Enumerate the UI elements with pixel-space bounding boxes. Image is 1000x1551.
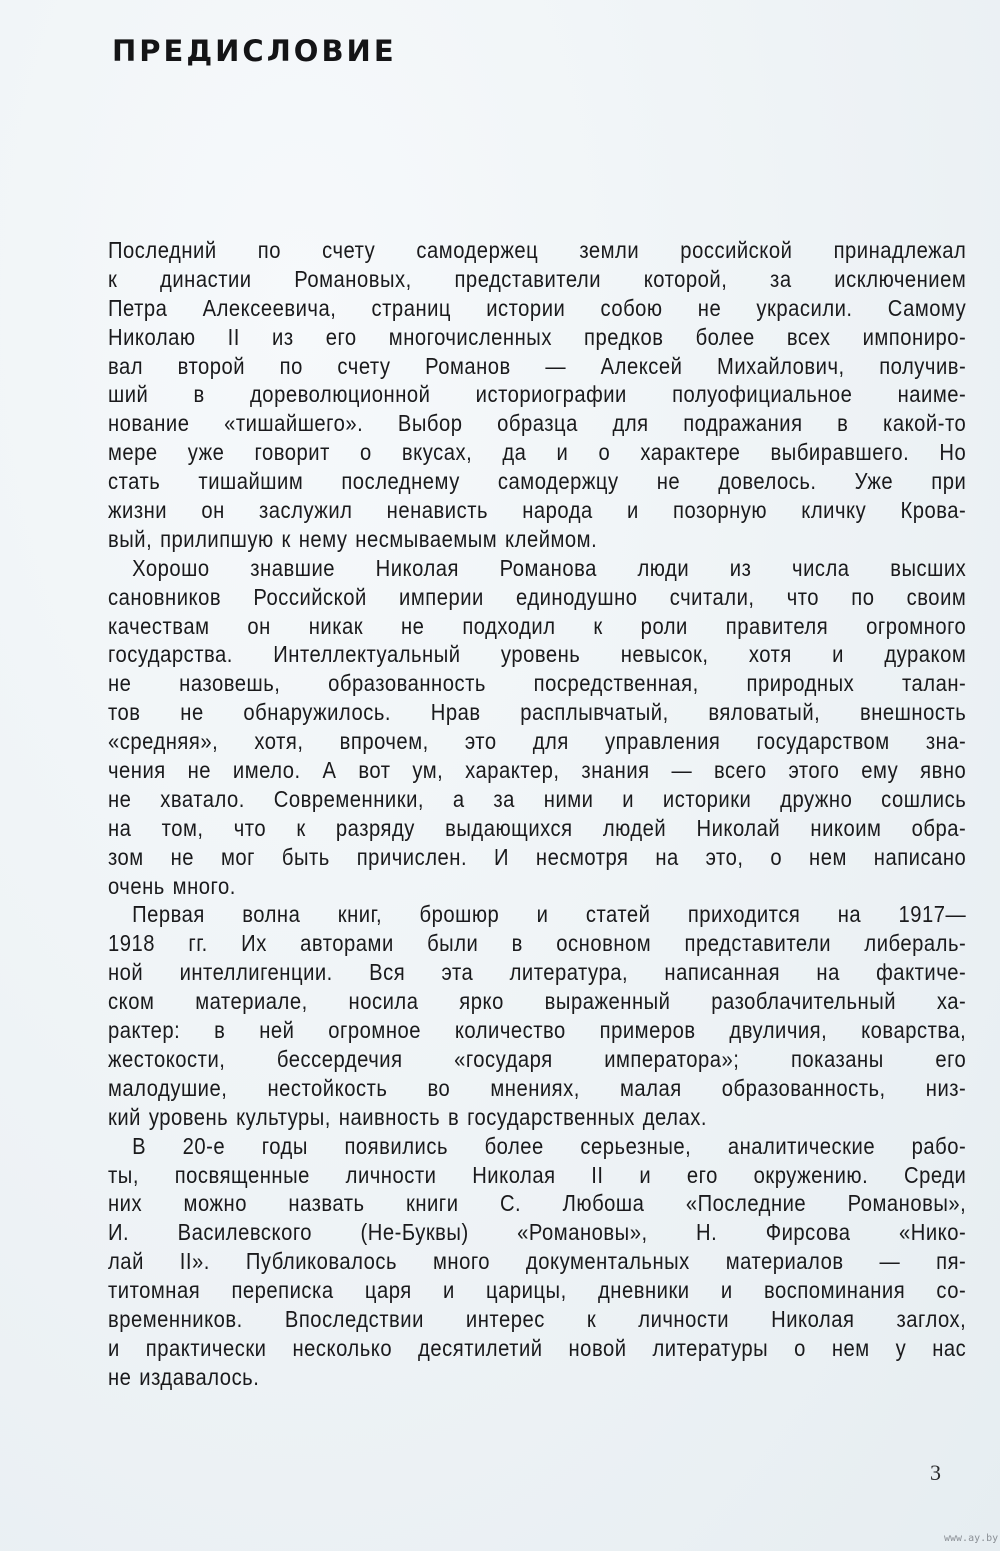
text-line: на том, что к разряду выдающихся людей Николай никоим обра- [108, 814, 967, 841]
text-line: вый, прилипшую к нему несмываемым клеймом. [108, 525, 598, 552]
text-line: них можно назвать книги С. Любоша «Последние Романовы», [108, 1190, 967, 1217]
text-line: ший в дореволюционной историографии полуофициальное наиме- [108, 381, 967, 408]
watermark: www.ay.by [944, 1533, 999, 1544]
text-line: кий уровень культуры, наивность в государственных делах. [108, 1103, 707, 1130]
text-line: В 20-е годы появились более серьезные, аналитические рабо- [132, 1132, 967, 1159]
text-line: рактер: в ней огромное количество примеров двуличия, коварства, [108, 1017, 967, 1044]
text-line: Первая волна книг, брошюр и статей приходится на 1917— [132, 901, 967, 928]
text-line: ной интеллигенции. Вся эта литература, написанная на фактиче- [108, 959, 967, 986]
text-line: зом не мог быть причислен. И несмотря на это, о нем написано [108, 843, 967, 870]
text-line: «средняя», хотя, впрочем, это для управления государством зна- [108, 728, 967, 755]
text-line: Петра Алексеевича, страниц истории собою не украсили. Самому [108, 294, 967, 321]
text-line: к династии Романовых, представители которой, за исключением [108, 265, 967, 292]
text-line: титомная переписка царя и царицы, дневники и воспоминания со- [108, 1277, 967, 1304]
text-line: государства. Интеллектуальный уровень невысок, хотя и дураком [108, 641, 967, 668]
text-line: не хватало. Современники, а за ними и историки дружно сошлись [108, 785, 967, 812]
text-line: чения не имело. А вот ум, характер, знания — всего этого ему явно [108, 757, 967, 784]
text-line: и практически несколько десятилетий новой литературы о нем у нас [108, 1334, 967, 1361]
page-title: ПРЕДИСЛОВИЕ [112, 34, 397, 68]
text-line: временников. Впоследствии интерес к личности Николая заглох, [108, 1305, 967, 1332]
text-line: ском материале, носила ярко выраженный разоблачительный ха- [108, 988, 967, 1015]
text-line: Хорошо знавшие Николая Романова люди из числа высших [132, 554, 967, 581]
body-text [108, 236, 966, 1392]
text-line: нование «тишайшего». Выбор образца для подражания в какой-то [108, 410, 967, 437]
paragraph [108, 554, 966, 901]
text-line: Последний по счету самодержец земли российской принадлежал [108, 237, 967, 263]
text-line: качествам он никак не подходил к роли правителя огромного [108, 612, 967, 639]
text-line: не назовешь, образованность посредственная, природных талан- [108, 670, 967, 697]
text-line: И. Василевского (Не-Буквы) «Романовы», Н. Фирсова «Нико- [108, 1219, 967, 1246]
text-line: лай II». Публиковалось много документальных материалов — пя- [108, 1248, 967, 1275]
text-line: жестокости, бессердечия «государя императора»; показаны его [108, 1045, 967, 1072]
paragraph [108, 900, 966, 1131]
text-line: жизни он заслужил ненависть народа и позорную кличку Крова- [108, 497, 967, 524]
paragraph [108, 236, 966, 554]
text-line: стать тишайшим последнему самодержцу не довелось. Уже при [108, 468, 967, 495]
paragraph [108, 1132, 966, 1392]
text-line: не издавалось. [108, 1363, 260, 1390]
text-line: очень много. [108, 872, 236, 899]
text-line: сановников Российской империи единодушно считали, что по своим [108, 583, 967, 610]
text-line: малодушие, нестойкость во мнениях, малая образованность, низ- [108, 1074, 967, 1101]
text-line: вал второй по счету Романов — Алексей Михайлович, получив- [108, 352, 967, 379]
text-line: тов не обнаружилось. Нрав расплывчатый, вяловатый, внешность [108, 699, 967, 726]
text-line: Николаю II из его многочисленных предков более всех импониро- [108, 323, 967, 350]
text-line: ты, посвященные личности Николая II и его окружению. Среди [108, 1161, 967, 1188]
text-line: мере уже говорит о вкусах, да и о характере выбиравшего. Но [108, 439, 967, 466]
page-number: 3 [930, 1460, 941, 1485]
text-line: 1918 гг. Их авторами были в основном представители либераль- [108, 930, 967, 957]
